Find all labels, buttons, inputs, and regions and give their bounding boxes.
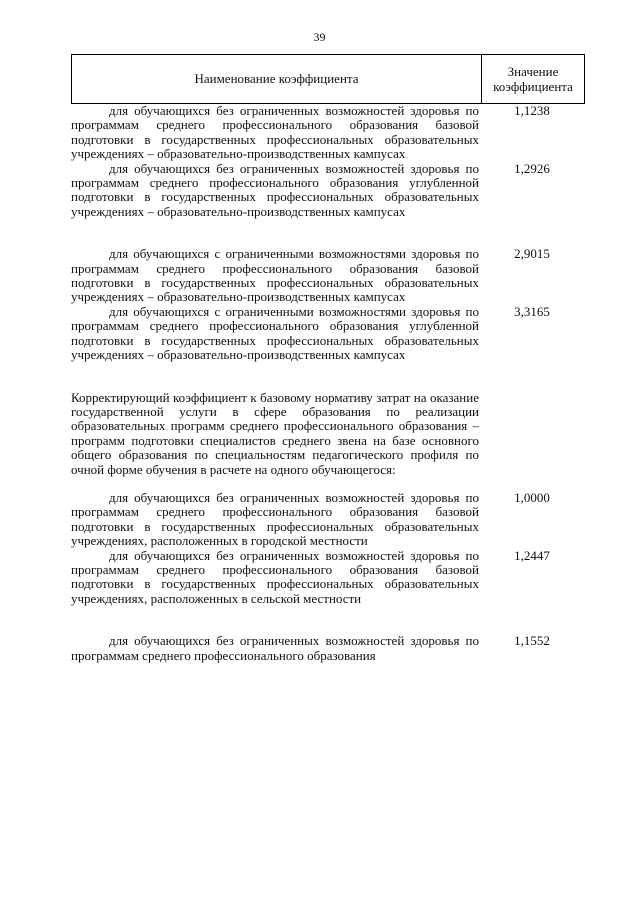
spacer [71, 606, 585, 634]
rows-group-1 [71, 104, 585, 219]
row-value: 3,3165 [514, 303, 550, 319]
table-row [71, 247, 585, 305]
rows-group-4 [71, 634, 585, 663]
header-value-line1: Значение [507, 64, 559, 79]
rows-group-3 [71, 491, 585, 606]
row-name: для обучающихся без ограниченных возможностей здоровья по программам среднего профессионального образования [71, 633, 479, 663]
row-name: для обучающихся без ограниченных возможностей здоровья по программам среднего профессионального образования базовой подготовки в государственных профессиональных образовательных учреждениях, расположенных в городской местности [71, 489, 479, 549]
table-header [71, 54, 585, 104]
header-value-line2: коэффициента [493, 79, 573, 94]
coefficient-table [71, 54, 585, 663]
header-value-column [482, 55, 584, 103]
row-name: для обучающихся с ограниченными возможностями здоровья по программам среднего профессионального образования базовой подготовки в государственных профессиональных образовательных учреждениях – образовательно-производственных кампусах [71, 246, 479, 305]
spacer [71, 363, 585, 391]
table-row [71, 305, 585, 363]
row-name: для обучающихся без ограниченных возможностей здоровья по программам среднего профессионального образования базовой подготовки в государственных профессиональных образовательных учреждениях, расположенных в сельской местности [71, 547, 479, 606]
spacer [71, 477, 585, 491]
table-row [71, 634, 585, 663]
rows-group-2 [71, 247, 585, 362]
row-value: 1,2447 [514, 547, 550, 563]
page-number: 39 [313, 30, 326, 44]
row-value: 1,1238 [514, 103, 550, 118]
table-row [71, 549, 585, 607]
row-name: для обучающихся без ограниченных возможностей здоровья по программам среднего профессионального образования углубленной подготовки в государственных профессиональных образовательных учреждениях – образовательно-производственных кампусах [71, 160, 479, 219]
table-row [71, 491, 585, 549]
row-value: 1,0000 [514, 489, 550, 505]
header-name-column: Наименование коэффициента [72, 55, 482, 103]
row-name: для обучающихся без ограниченных возможностей здоровья по программам среднего профессионального образования базовой подготовки в государственных профессиональных образовательных учреждениях – образовательно-производственных кампусах [71, 103, 479, 162]
row-value: 1,1552 [514, 633, 550, 649]
row-value: 1,2926 [514, 160, 550, 176]
spacer [71, 219, 585, 247]
table-row [71, 162, 585, 220]
row-value: 2,9015 [514, 246, 550, 262]
table-row [71, 104, 585, 162]
row-name: для обучающихся с ограниченными возможностями здоровья по программам среднего профессионального образования углубленной подготовки в государственных профессиональных образовательных учреждениях – образовательно-производственных кампусах [71, 303, 479, 363]
section-heading: Корректирующий коэффициент к базовому нормативу затрат на оказание государственной услуги в сфере образования по реализации образовательных программ среднего профессионального образования – программ подготовки специалистов среднего звена на базе основного общего образования по специальностям педагогического профиля по очной форме обучения в расчете на одного обучающегося: [71, 389, 479, 477]
